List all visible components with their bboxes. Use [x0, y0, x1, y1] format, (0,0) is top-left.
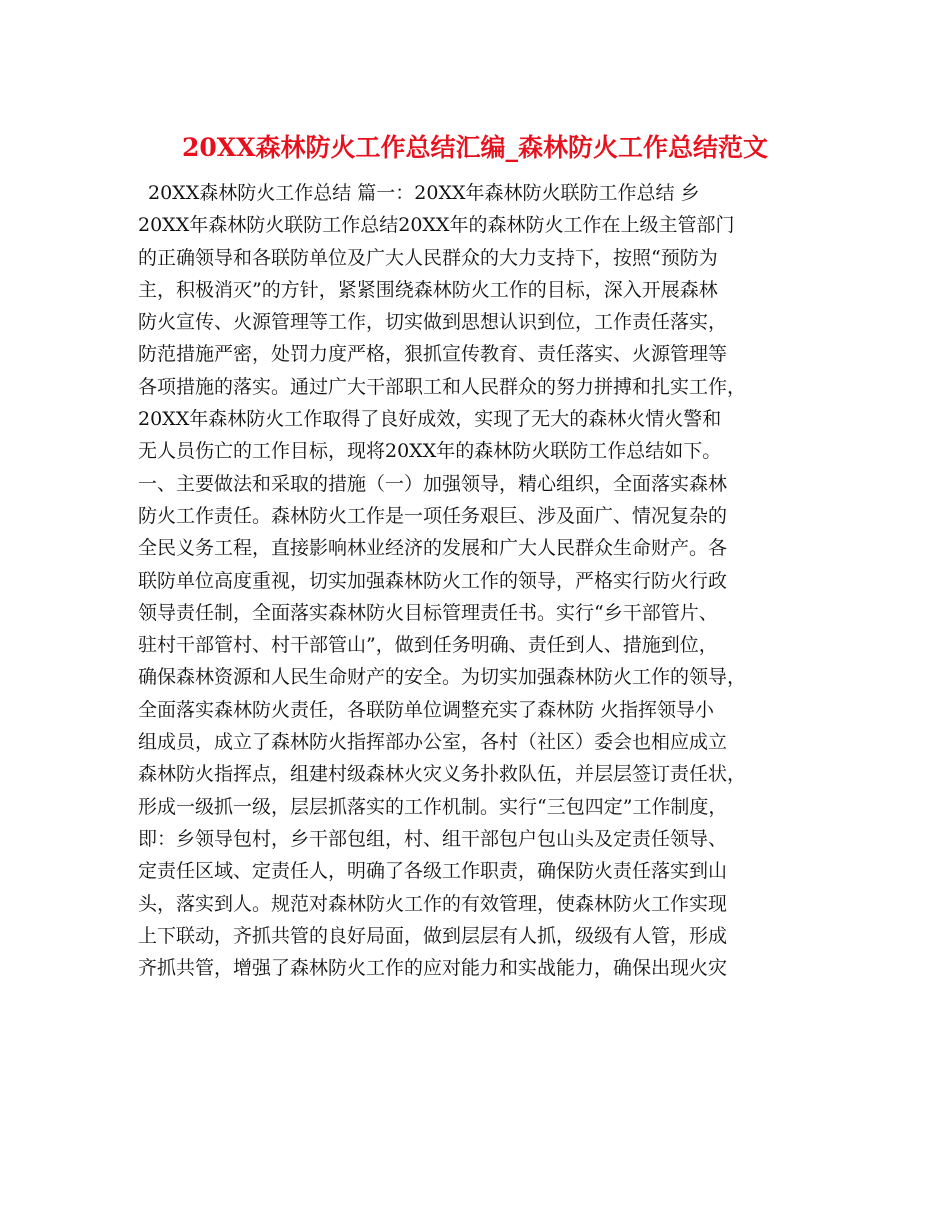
body-line: 即：乡领导包村，乡干部包组，村、组干部包户包山头及定责任领导、 — [138, 827, 728, 850]
body-line: 防火工作责任。森林防火工作是一项任务艰巨、涉及面广、情况复杂的 — [138, 504, 728, 527]
body-line: 头，落实到人。规范对森林防火工作的有效管理，使森林防火工作实现 — [138, 892, 728, 915]
body-line: 驻村干部管村、村干部管山”，做到任务明确、责任到人、措施到位， — [138, 634, 718, 657]
body-line: 一、主要做法和采取的措施（一）加强领导，精心组织，全面落实森林 — [138, 472, 728, 495]
body-line: 的正确领导和各联防单位及广大人民群众的大力支持下，按照“预防为 — [138, 246, 718, 269]
body-line: 形成一级抓一级，层层抓落实的工作机制。实行“三包四定”工作制度， — [138, 795, 728, 818]
body-line: 20XX年森林防火联防工作总结20XX年的森林防火工作在上级主管部门 — [138, 214, 735, 237]
body-line: 防火宣传、火源管理等工作，切实做到思想认识到位，工作责任落实， — [138, 311, 728, 334]
body-line: 20XX森林防火工作总结 篇一：20XX年森林防火联防工作总结 乡 — [148, 182, 700, 204]
body-line: 森林防火指挥点，组建村级森林火灾义务扑救队伍，并层层签订责任状， — [138, 763, 747, 786]
body-line: 各项措施的落实。通过广大干部职工和人民群众的努力拼搏和扎实工作， — [138, 375, 747, 398]
document-title: 20XX森林防火工作总结汇编_森林防火工作总结范文 — [181, 133, 769, 162]
body-line: 20XX年森林防火工作取得了良好成效，实现了无大的森林火情火警和 — [138, 408, 722, 431]
body-line: 定责任区域、定责任人，明确了各级工作职责，确保防火责任落实到山 — [138, 860, 728, 883]
body-line: 联防单位高度重视，切实加强森林防火工作的领导，严格实行防火行政 — [138, 569, 728, 592]
body-line: 领导责任制，全面落实森林防火目标管理责任书。实行“乡干部管片、 — [138, 601, 718, 624]
body-line: 确保森林资源和人民生命财产的安全。为切实加强森林防火工作的领导， — [138, 666, 747, 689]
document-body — [138, 177, 838, 984]
body-line: 齐抓共管，增强了森林防火工作的应对能力和实战能力，确保出现火灾 — [138, 957, 728, 980]
body-line: 全民义务工程，直接影响林业经济的发展和广大人民群众生命财产。各 — [138, 537, 728, 560]
body-line: 上下联动，齐抓共管的良好局面，做到层层有人抓，级级有人管，形成 — [138, 924, 728, 947]
body-line: 防范措施严密，处罚力度严格，狠抓宣传教育、责任落实、火源管理等 — [138, 343, 728, 366]
body-line: 主，积极消灭”的方针，紧紧围绕森林防火工作的目标，深入开展森林 — [138, 278, 718, 301]
body-line: 全面落实森林防火责任，各联防单位调整充实了森林防 火指挥领导小 — [138, 698, 715, 721]
body-line: 无人员伤亡的工作目标，现将20XX年的森林防火联防工作总结如下。 — [138, 440, 722, 463]
body-line: 组成员，成立了森林防火指挥部办公室，各村（社区）委会也相应成立 — [138, 731, 728, 754]
